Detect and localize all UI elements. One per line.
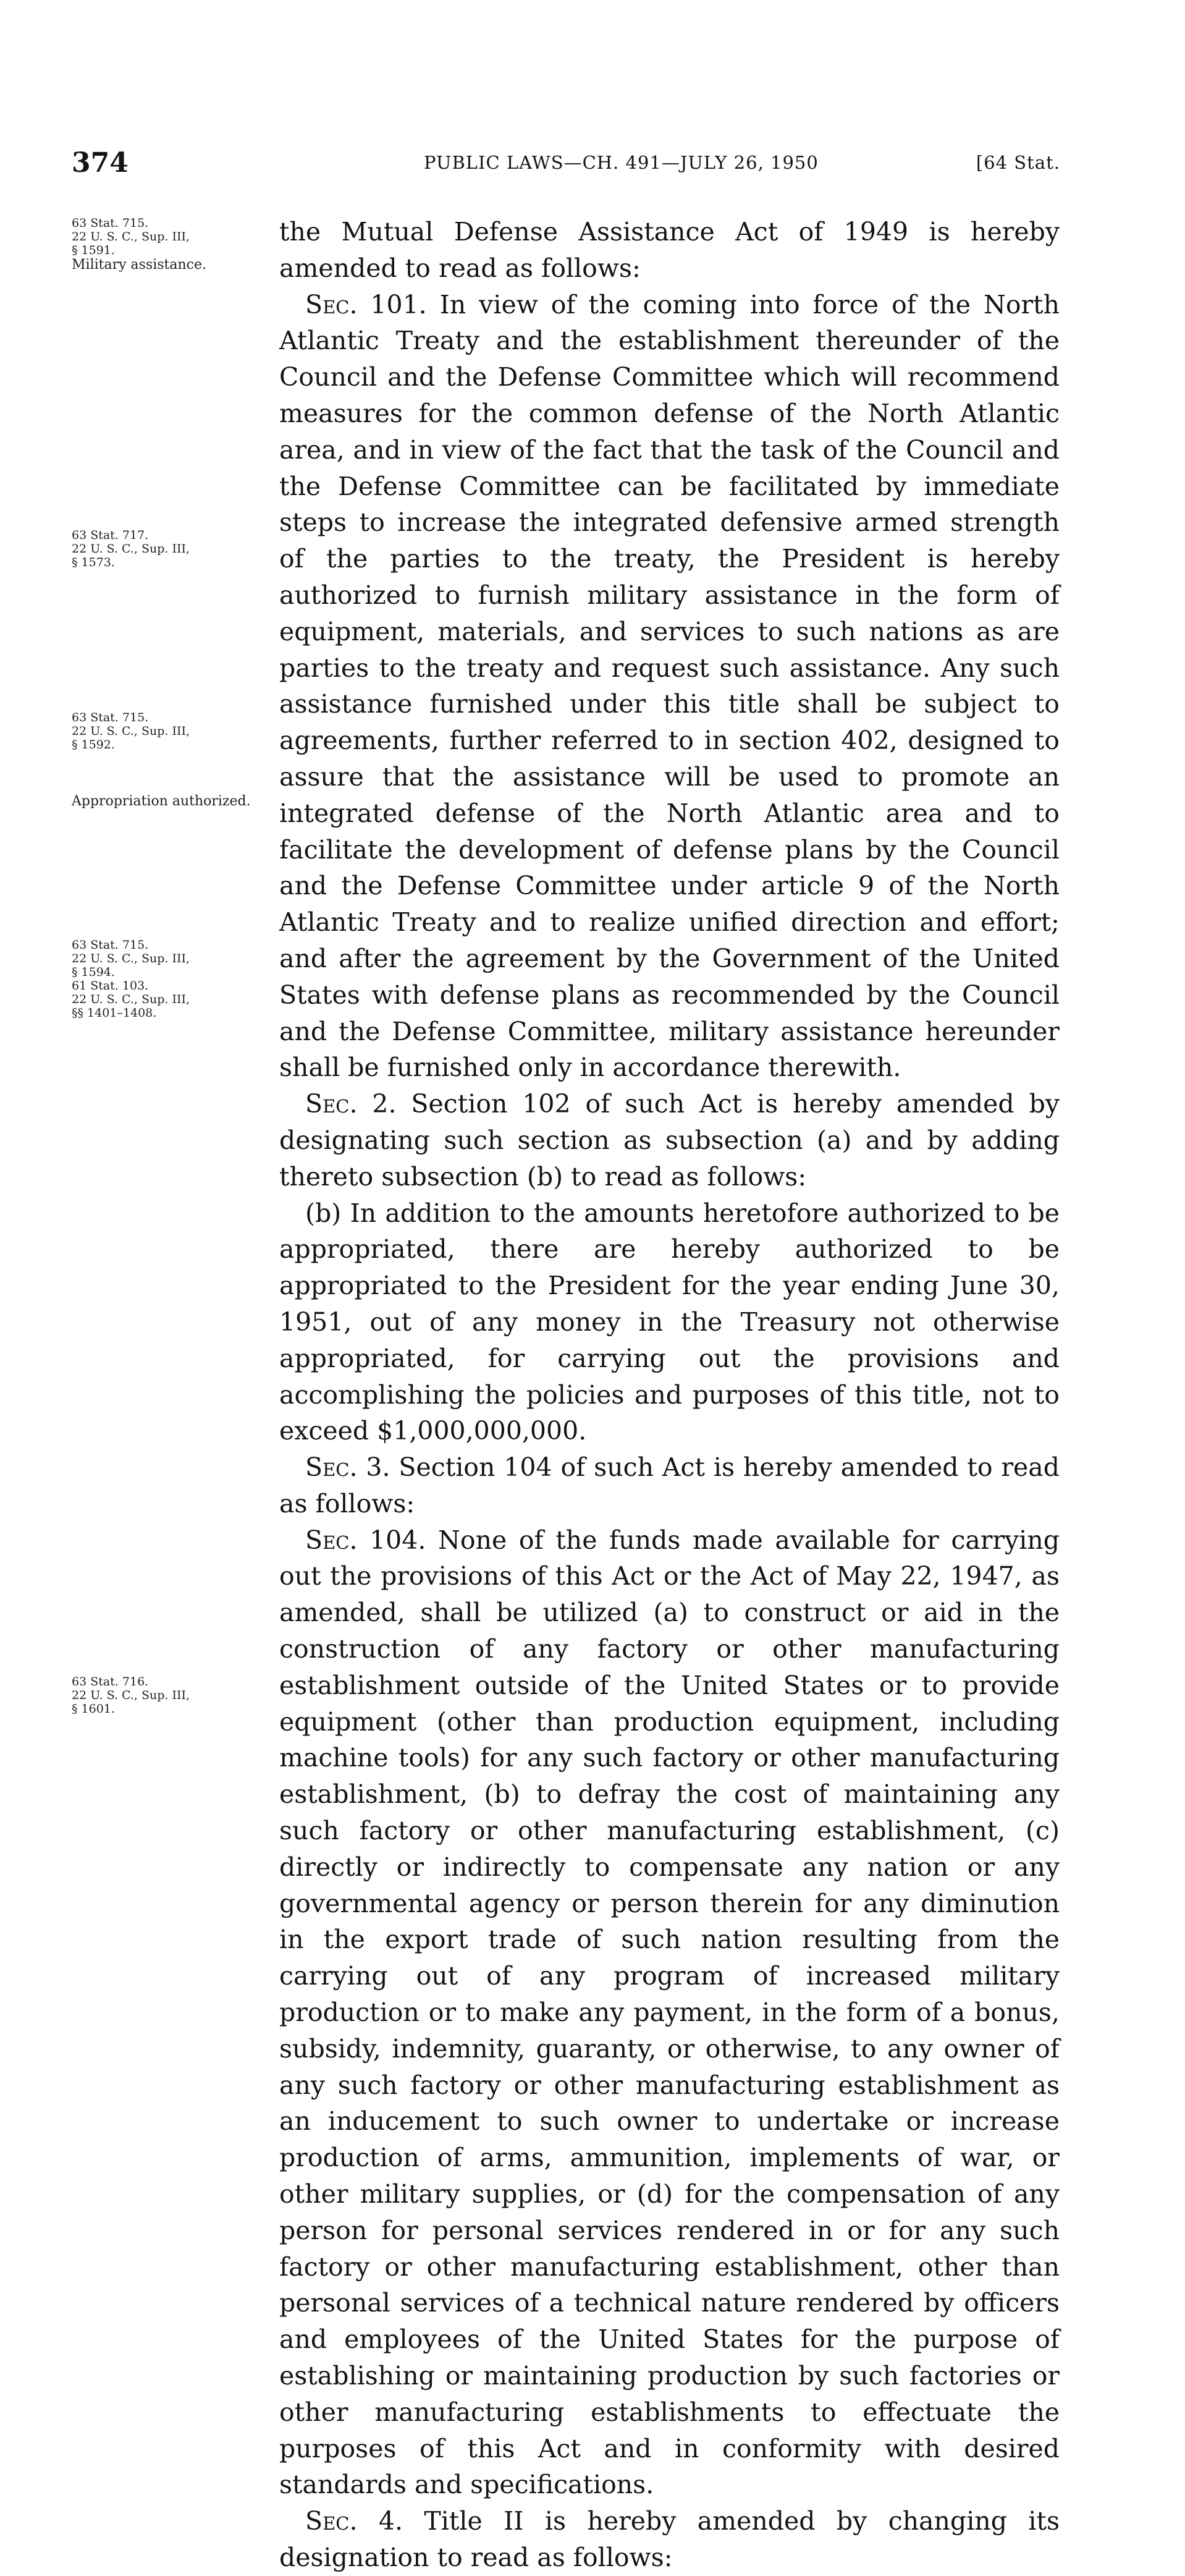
citation-line: 22 U. S. C., Sup. III,: [72, 993, 190, 1006]
section-label: Sec.: [305, 1452, 358, 1483]
section-label: Sec.: [305, 289, 358, 320]
citation-line: § 1594.: [72, 965, 115, 979]
citation-line: 63 Stat. 715.: [72, 711, 149, 724]
running-head: PUBLIC LAWS—CH. 491—JULY 26, 1950: [424, 152, 819, 173]
citation-line: § 1592.: [72, 738, 115, 752]
margin-note: [72, 711, 257, 752]
section-label: Sec.: [305, 1525, 358, 1555]
citation-line: 63 Stat. 716.: [72, 1675, 149, 1688]
margin-caption: Military assistance.: [72, 257, 207, 273]
section-label: Sec.: [305, 2506, 358, 2536]
stat-volume: [64 Stat.: [976, 152, 1060, 173]
section-4-paragraph: [279, 2503, 1060, 2576]
section-text: 104. None of the funds made available for carrying out the provisions of this Act or the Act of May 22, 1947, as amended, shall be utilized (a) to construct or aid in the construction of any factory or other manufacturing establishment outside of the United States or to provide equipment (other than production equipment, including machine tools) for any such factory or other manufacturing establishment, (b) to defray the cost of maintaining any such factory or other manufacturing establishment, (c) directly or indirectly to compensate any nation or any governmental agency or person therein for any diminution in the export trade of such nation resulting from the carrying out of any program of increased military production or to make any payment, in the form of a bonus, subsidy, indemnity, guaranty, or otherwise, to any owner of any such factory or other manufacturing establishment as an inducement to such owner to undertake or increase production of arms, ammunition, implements of war, or other military supplies, or (d) for the compensation of any person for personal services rendered in or for any such factory or other manufacturing establishment, other than personal services of a technical nature rendered by officers and employees of the United States for the purpose of establishing or maintaining production by such factories or other manufacturing establishments to effectuate the purposes of this Act and in conformity with desired standards and specifications.: [279, 1525, 1060, 2500]
citation-line: 22 U. S. C., Sup. III,: [72, 952, 190, 965]
citation-line: §§ 1401–1408.: [72, 1006, 157, 1020]
section-label: Sec.: [305, 1089, 358, 1119]
section-104-paragraph: [279, 1522, 1060, 2504]
margin-note: [72, 794, 251, 810]
page-number: 374: [72, 147, 129, 179]
citation-line: § 1591.: [72, 244, 115, 257]
subsection-b-paragraph: (b) In addition to the amounts heretofore authorized to be appropriated, there are hereby authorized to be appropriated to the President for the year ending June 30, 1951, out of any money in the Treasury not otherwise appropriated, for carrying out the provisions and accomplishing the policies and purposes of this title, not to exceed $1,000,000,000.: [279, 1198, 1060, 1446]
page-header: [72, 147, 1060, 190]
section-3-paragraph: [279, 1449, 1060, 1522]
citation-line: § 1573.: [72, 556, 115, 569]
section-text: 3. Section 104 of such Act is hereby amended to read as follows:: [279, 1452, 1060, 1519]
citation-line: § 1601.: [72, 1702, 115, 1716]
citation-line: 61 Stat. 103.: [72, 979, 149, 993]
margin-caption: Appropriation authorized.: [72, 794, 251, 809]
citation-line: 63 Stat. 717.: [72, 528, 149, 542]
section-101-paragraph: [279, 287, 1060, 1087]
margin-note: [72, 1675, 257, 1716]
section-text: 2. Section 102 of such Act is hereby amended by designating such section as subsection (a) and by adding thereto subsection (b) to read as follows:: [279, 1089, 1060, 1192]
body-paragraph: the Mutual Defense Assistance Act of 1949 is hereby amended to read as follows:: [279, 217, 1060, 283]
statute-body: [279, 214, 1060, 2576]
citation-line: 22 U. S. C., Sup. III,: [72, 1688, 190, 1702]
section-text: 101. In view of the coming into force of the North Atlantic Treaty and the establishment thereunder of the Council and the Defense Committee which will recommend measures for the common defense of the North Atlantic area, and in view of the fact that the task of the Council and the Defense Committee can be facilitated by immediate steps to increase the integrated defensive armed strength of the parties to the treaty, the President is hereby authorized to furnish military assistance in the form of equipment, materials, and services to such nations as are parties to the treaty and request such assistance. Any such assistance furnished under this title shall be subject to agreements, further referred to in section 402, designed to assure that the assistance will be used to promote an integrated defense of the North Atlantic area and to facilitate the development of defense plans by the Council and the Defense Committee under article 9 of the North Atlantic Treaty and to realize unified direction and effort; and after the agreement by the Government of the United States with defense plans as recommended by the Council and the Defense Committee, military assistance hereunder shall be furnished only in accordance therewith.: [279, 289, 1060, 1083]
margin-note: [72, 216, 257, 273]
citation-line: 22 U. S. C., Sup. III,: [72, 542, 190, 556]
citation-line: 22 U. S. C., Sup. III,: [72, 724, 190, 738]
citation-line: 63 Stat. 715.: [72, 938, 149, 952]
section-2-paragraph: [279, 1086, 1060, 1195]
margin-note: [72, 938, 257, 1020]
section-text: 4. Title II is hereby amended by changing its designation to read as follows:: [279, 2506, 1060, 2572]
margin-note: [72, 528, 257, 569]
citation-line: 22 U. S. C., Sup. III,: [72, 230, 190, 244]
citation-line: 63 Stat. 715.: [72, 216, 149, 230]
